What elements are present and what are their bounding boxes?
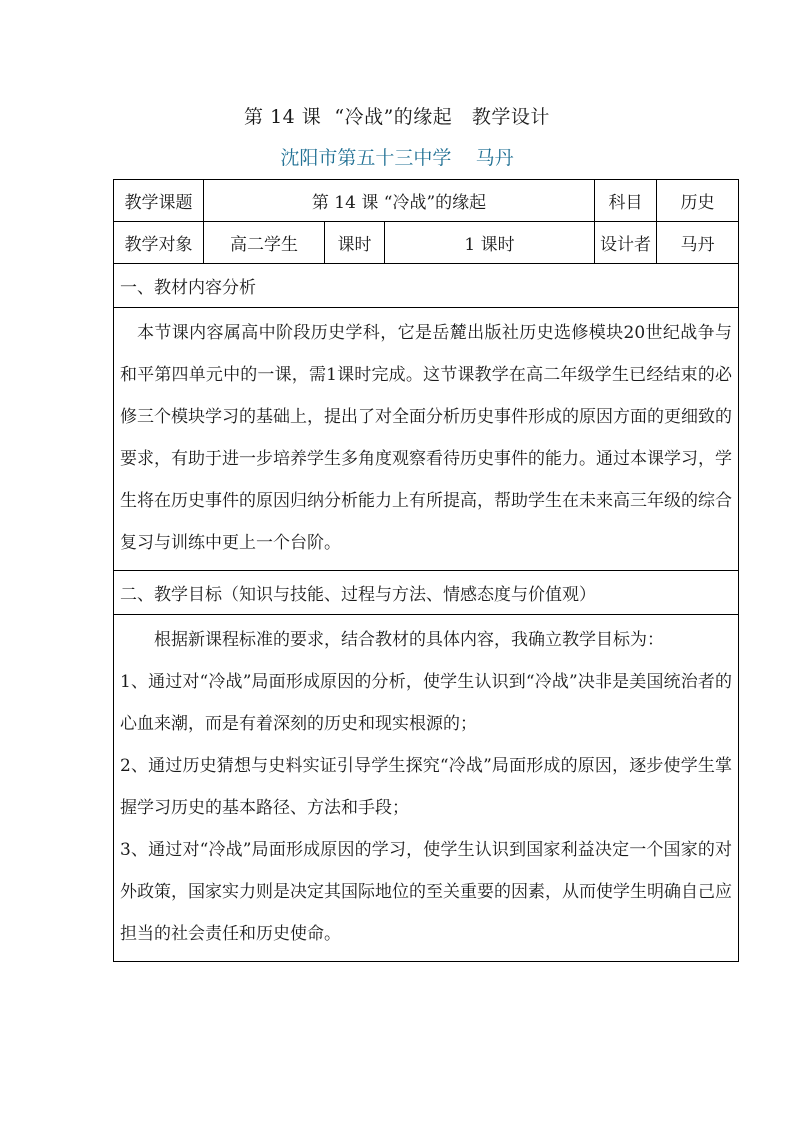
lesson-plan-table bbox=[113, 179, 739, 962]
subject-value: 历史 bbox=[657, 180, 739, 222]
label-subject: 科目 bbox=[595, 180, 657, 222]
objective-item: 1、通过对“冷战”局面形成原因的分析，使学生认识到“冷战”决非是美国统治者的心血来潮，而是有着深刻的历史和现实根源的； bbox=[120, 672, 733, 734]
row-section2-body bbox=[114, 615, 739, 962]
section1-body bbox=[114, 308, 739, 571]
designer-value: 马丹 bbox=[657, 222, 739, 264]
document-title: 第 14 课 “冷战”的缘起 教学设计 bbox=[244, 106, 550, 128]
label-hours: 课时 bbox=[325, 222, 385, 264]
section1-paragraph: 本节课内容属高中阶段历史学科，它是岳麓出版社历史选修模块20世纪战争与和平第四单元中的一课，需1课时完成。这节课教学在高二年级学生已经结束的必修三个模块学习的基础上，提出了对全面分析历史事件形成的原因方面的更细致的要求，有助于进一步培养学生多角度观察看待历史事件的能力。通过本课学习，学生将在历史事件的原因归纳分析能力上有所提高，帮助学生在未来高三年级的综合复习与训练中更上一个台阶。 bbox=[120, 323, 733, 553]
section1-heading: 一、教材内容分析 bbox=[114, 264, 739, 308]
label-designer: 设计者 bbox=[595, 222, 657, 264]
objective-item: 3、通过对“冷战”局面形成原因的学习，使学生认识到国家利益决定一个国家的对外政策，国家实力则是决定其国际地位的至关重要的因素，从而使学生明确自己应担当的社会责任和历史使命。 bbox=[120, 840, 733, 944]
section2-heading: 二、教学目标（知识与技能、过程与方法、情感态度与价值观） bbox=[114, 571, 739, 615]
row-section1-heading bbox=[114, 264, 739, 308]
section2-body bbox=[114, 615, 739, 962]
row-audience bbox=[114, 222, 739, 264]
row-section1-body bbox=[114, 308, 739, 571]
school-author-line: 沈阳市第五十三中学 马丹 bbox=[280, 147, 514, 169]
audience-value: 高二学生 bbox=[204, 222, 325, 264]
row-topic bbox=[114, 180, 739, 222]
section2-intro: 根据新课程标准的要求，结合教材的具体内容，我确立教学目标为： bbox=[154, 630, 664, 650]
row-section2-heading bbox=[114, 571, 739, 615]
objective-item: 2、通过历史猜想与史料实证引导学生探究“冷战”局面形成的原因，逐步使学生掌握学习历史的基本路径、方法和手段； bbox=[120, 756, 733, 818]
label-audience: 教学对象 bbox=[114, 222, 204, 264]
topic-value: 第 14 课 “冷战”的缘起 bbox=[204, 180, 595, 222]
label-topic: 教学课题 bbox=[114, 180, 204, 222]
hours-value: 1 课时 bbox=[385, 222, 595, 264]
